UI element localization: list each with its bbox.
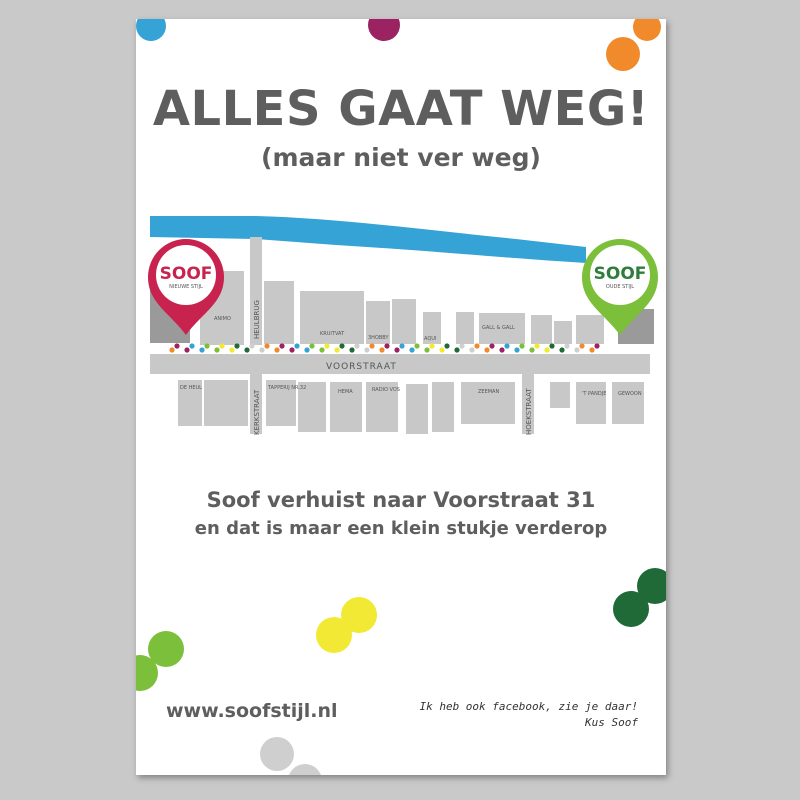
street-dot (204, 343, 209, 348)
street-dot (279, 343, 284, 348)
decorative-dot (368, 19, 400, 41)
street-dot (334, 347, 339, 352)
street-dot (169, 347, 174, 352)
street-dot (274, 347, 279, 352)
street-dot (229, 347, 234, 352)
website-link[interactable]: www.soofstijl.nl (166, 700, 338, 722)
street-dot (504, 343, 509, 348)
note-line-1: Ik heb ook facebook, zie je daar! (419, 700, 638, 713)
shop-label: RADIO VOS (372, 387, 400, 393)
decorative-dot (606, 37, 640, 71)
street-dot (459, 343, 464, 348)
facebook-note (419, 699, 638, 731)
street-label: VOORSTRAAT (326, 362, 397, 372)
street-dot (319, 347, 324, 352)
street-dot (439, 347, 444, 352)
street-dot (474, 343, 479, 348)
building-block (576, 382, 606, 424)
street-dot (199, 347, 204, 352)
street-dot (339, 343, 344, 348)
poster (136, 19, 666, 775)
headline: ALLES GAAT WEG! (152, 81, 650, 137)
street-dot (349, 347, 354, 352)
street-dot (249, 343, 254, 348)
street-dot (214, 347, 219, 352)
street-dot (429, 343, 434, 348)
street-dot (514, 347, 519, 352)
street-dot (399, 343, 404, 348)
shop-label: AQUI (424, 336, 437, 342)
building-block (456, 312, 474, 344)
decorative-dot (613, 591, 649, 627)
shop-label: GEWOON (618, 391, 642, 397)
street-dot (259, 347, 264, 352)
shop-label: 'T PANDJE (582, 391, 607, 397)
note-line-2: Kus Soof (585, 716, 638, 729)
shop-label: ANIMO (214, 316, 231, 322)
street-dot (534, 343, 539, 348)
street-dot (469, 347, 474, 352)
street-dot (549, 343, 554, 348)
street-dot (454, 347, 459, 352)
decorative-dot (316, 617, 352, 653)
street-dot (489, 343, 494, 348)
street-dot (379, 347, 384, 352)
street-dot (499, 347, 504, 352)
street-dot (189, 343, 194, 348)
soof-logo: SOOF (593, 264, 647, 284)
street-dot (424, 347, 429, 352)
building-block (576, 315, 604, 344)
decorative-dot (288, 764, 322, 775)
street-dot (414, 343, 419, 348)
decorative-dot (136, 19, 166, 41)
street-dot (384, 343, 389, 348)
main-street (150, 354, 650, 374)
subheadline: (maar niet ver weg) (261, 143, 541, 172)
street-dot (304, 347, 309, 352)
pin-label: NIEUWE STIJL (169, 284, 203, 290)
shop-label: DE HEUL (180, 385, 202, 391)
building-block (612, 382, 644, 424)
street-dot (444, 343, 449, 348)
street-dot (559, 347, 564, 352)
street-dot (309, 343, 314, 348)
street-dot (354, 343, 359, 348)
street-dot (174, 343, 179, 348)
building-block (554, 321, 572, 344)
street-dot (289, 347, 294, 352)
street-map (136, 209, 666, 449)
street-dot (564, 343, 569, 348)
street-dot (234, 343, 239, 348)
street-label: HOEKSTRAAT (525, 388, 533, 435)
shop-label: HEMA (338, 389, 353, 395)
shop-label: GALL & GALL (482, 325, 515, 331)
street-dot (589, 347, 594, 352)
building-block (406, 384, 428, 434)
announcement-line-2: en dat is maar een klein stukje verderop (194, 518, 608, 539)
building-block (392, 299, 416, 344)
building-block (432, 382, 454, 432)
street-dot (184, 347, 189, 352)
street-dot (369, 343, 374, 348)
decorative-dot (260, 737, 294, 771)
street-dot (324, 343, 329, 348)
street-dot (409, 347, 414, 352)
building-block (550, 382, 570, 408)
street-dot (264, 343, 269, 348)
decorative-dot (633, 19, 661, 41)
street-dot (219, 343, 224, 348)
street-dot (544, 347, 549, 352)
street-dot (529, 347, 534, 352)
street-label: HEULBRUG (253, 300, 261, 339)
street-dot (519, 343, 524, 348)
soof-logo: SOOF (159, 264, 213, 284)
street-dot (394, 347, 399, 352)
street-dot (574, 347, 579, 352)
street-label: KERKSTRAAT (253, 389, 261, 435)
shop-label: TAPPERIJ NR.32 (268, 385, 307, 391)
pin-label: OUDE STIJL (605, 284, 635, 290)
street-dot (484, 347, 489, 352)
building-block (204, 380, 248, 426)
shop-label: KRUITVAT (320, 331, 345, 337)
announcement-line-1: Soof verhuist naar Voorstraat 31 (206, 488, 596, 512)
street-dot (579, 343, 584, 348)
building-block (531, 315, 552, 344)
shop-label: ZEEMAN (478, 389, 500, 395)
street-dot (244, 347, 249, 352)
street-dot (294, 343, 299, 348)
street-dot (364, 347, 369, 352)
building-block (264, 281, 294, 344)
street-dot (594, 343, 599, 348)
shop-label: 3HOBBY (368, 335, 389, 341)
